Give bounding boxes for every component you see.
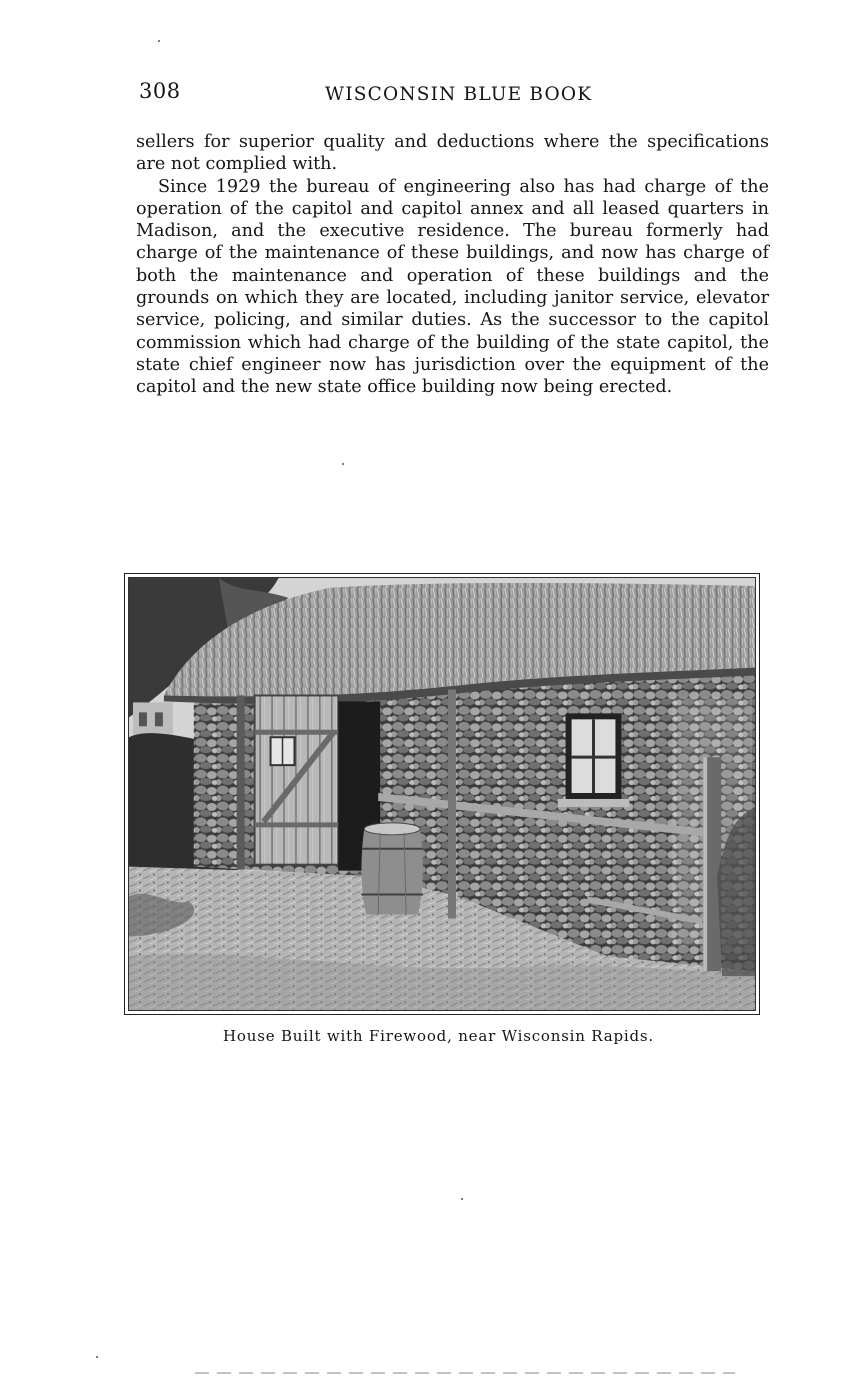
figure-caption: House Built with Firewood, near Wisconsin Rapids. [223,1027,654,1045]
running-head: WISCONSIN BLUE BOOK [325,84,593,105]
page-number: 308 [139,79,181,103]
paragraph-2: Since 1929 the bureau of engineering also has had charge of the operation of the capitol and capitol annex and all leased quarters in Madison, and the executive residence. The bureau formerly had charge of the maintenance of these buildings, and now has charge of both the maintenance and operation of these buildings and the grounds on which they are located, including janitor service, elevator service, policing, and similar duties. As the successor to the capitol commission which had charge of the building of the state capitol, the state chief engineer now has jurisdiction over the equipment of the capitol and the new state office building now being erected. [136,176,769,398]
scan-speck [342,463,344,465]
bottom-scan-mark [195,1372,735,1374]
firewood-house-photograph [128,577,756,1011]
scan-speck [461,1198,463,1200]
scan-speck [96,1356,98,1358]
paragraph-1: sellers for superior quality and deductions where the specifications are not complied with. [136,132,769,175]
scan-speck [158,40,160,42]
photograph-frame [124,573,760,1015]
body-text [136,131,769,399]
